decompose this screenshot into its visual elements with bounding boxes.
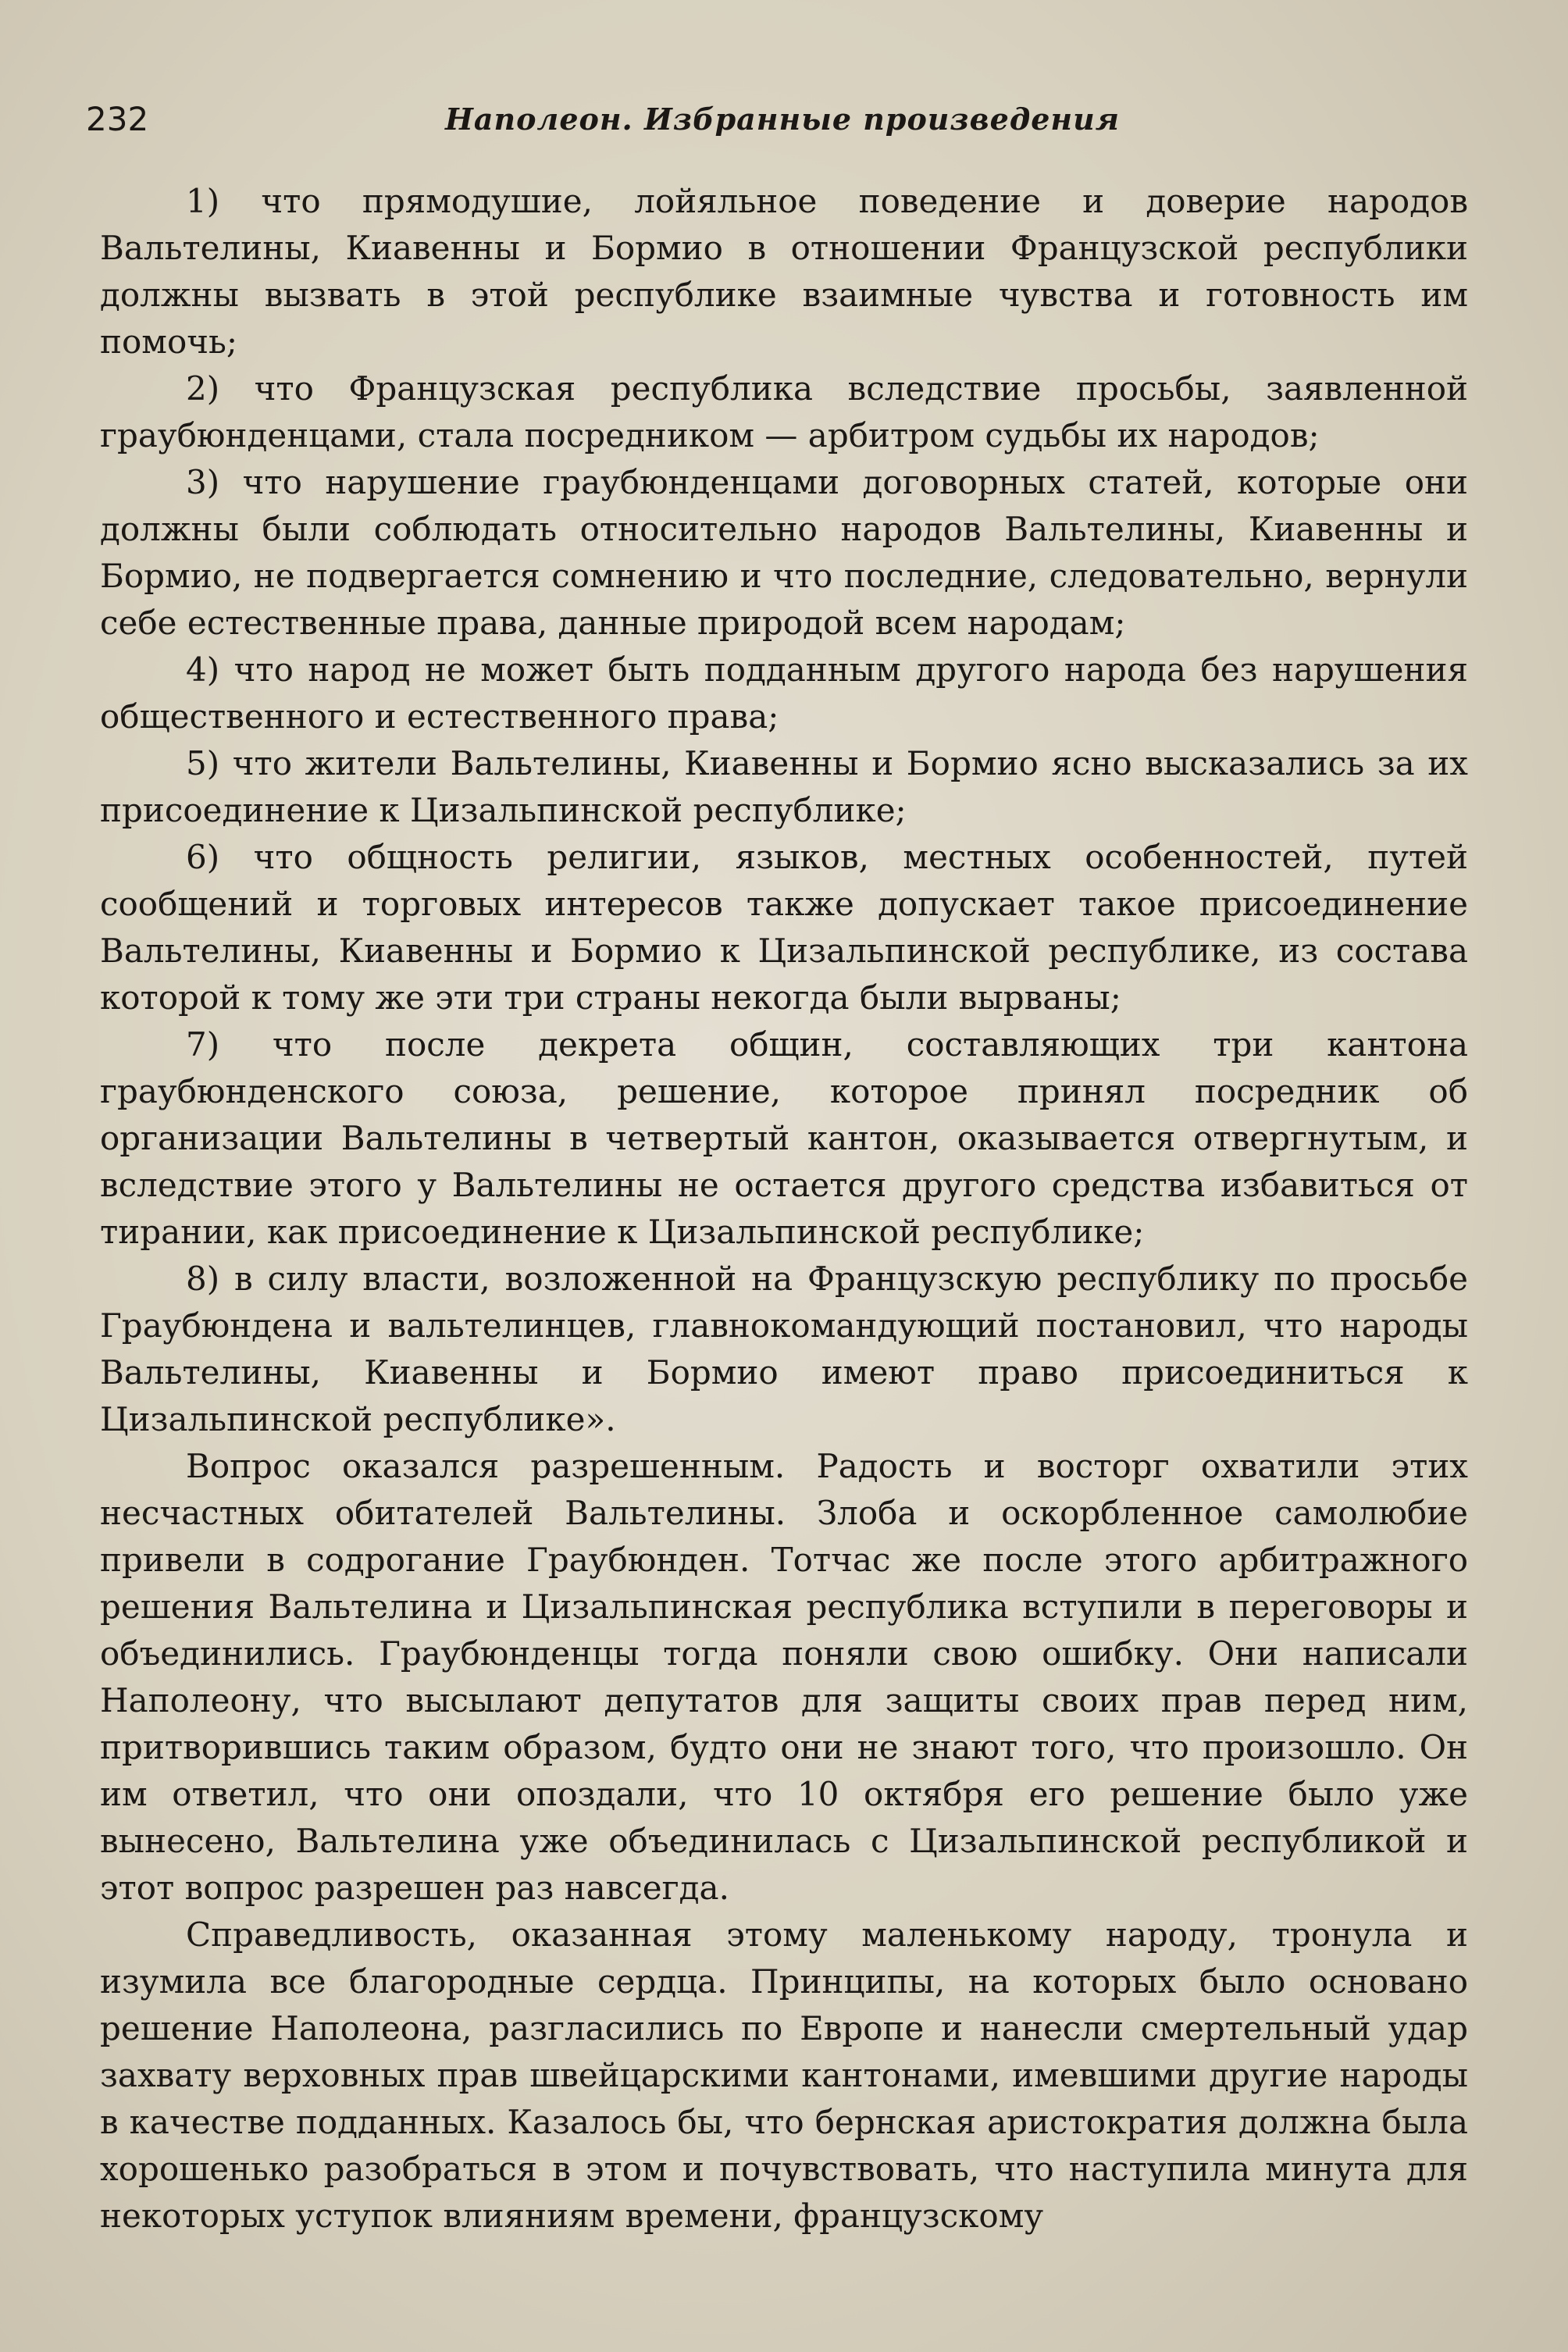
paragraph-item-2: 2) что Французская республика вследствие просьбы, заявленной граубюнденцами, стала посредником — арбитром судьбы их народов;	[100, 369, 1468, 454]
body-text	[100, 178, 1468, 2240]
paragraph: Вопрос оказался разрешенным. Радость и восторг охватили этих несчастных обитателей Вальтелины. Злоба и оскорбленное самолюбие привели в содрогание Граубюнден. Тотчас же после этого арбитражного решения Вальтелина и Цизальпинская республика вступили в переговоры и объединились. Граубюнденцы тогда поняли свою ошибку. Они написали Наполеону, что высылают депутатов для защиты своих прав перед ним, притворившись таким образом, будто они не знают того, что произошло. Он им ответил, что они опоздали, что 10 октября его решение было уже вынесено, Вальтелина уже объединилась с Цизальпинской республикой и этот вопрос разрешен раз навсегда.	[100, 1447, 1468, 1907]
paragraph: Справедливость, оказанная этому маленькому народу, тронула и изумила все благородные сердца. Принципы, на которых было основано решение Наполеона, разгласились по Европе и нанесли смертельный удар захвату верховных прав швейцарскими кантонами, имевшими другие народы в качестве подданных. Казалось бы, что бернская аристократия должна была хорошенько разобраться в этом и почувствовать, что наступила минута для некоторых уступок влияниям времени, французскому	[100, 1915, 1468, 2235]
running-title: Наполеон. Избранные произведения	[445, 102, 1120, 137]
paragraph-item-5: 5) что жители Вальтелины, Киавенны и Бормио ясно высказались за их присоединение к Цизальпинской республике;	[100, 744, 1468, 829]
paragraph-item-6: 6) что общность религии, языков, местных особенностей, путей сообщений и торговых интересов также допускает такое присоединение Вальтелины, Киавенны и Бормио к Цизальпинской республике, из состава которой к тому же эти три страны некогда были вырваны;	[100, 838, 1468, 1017]
paragraph-item-1: 1) что прямодушие, лойяльное поведение и доверие народов Вальтелины, Киавенны и Бормио в отношении Французской республики должны вызвать в этой республике взаимные чувства и готовность им помочь;	[100, 182, 1468, 361]
page-header	[86, 100, 1507, 147]
paragraph-item-3: 3) что нарушение граубюнденцами договорных статей, которые они должны были соблюдать относительно народов Вальтелины, Киавенны и Бормио, не подвергается сомнению и что последние, следовательно, вернули себе естественные права, данные природой всем народам;	[100, 463, 1468, 642]
paragraph-item-8: 8) в силу власти, возложенной на Французскую республику по просьбе Граубюндена и вальтелинцев, главнокомандующий постановил, что народы Вальтелины, Киавенны и Бормио имеют право присоединиться к Цизальпинской республике».	[100, 1260, 1468, 1438]
paragraph-item-7: 7) что после декрета общин, составляющих три кантона граубюнденского союза, решение, которое принял посредник об организации Вальтелины в четвертый кантон, оказывается отвергнутым, и вследствие этого у Вальтелины не остается другого средства избавиться от тирании, как присоединение к Цизальпинской республике;	[100, 1025, 1468, 1251]
paragraph-item-4: 4) что народ не может быть подданным другого народа без нарушения общественного и естественного права;	[100, 650, 1468, 736]
page-number: 232	[86, 100, 149, 138]
